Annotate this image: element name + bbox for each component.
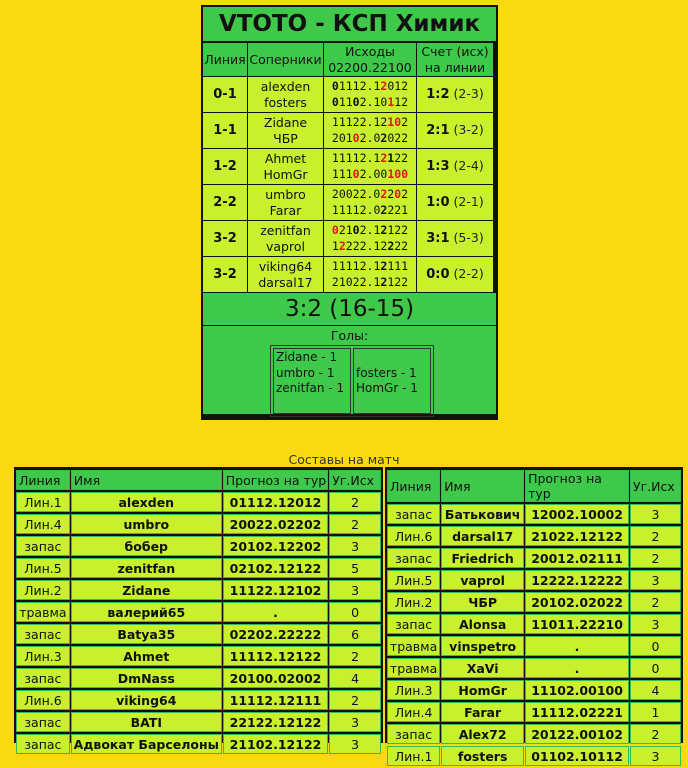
outcome-away [324, 131, 416, 147]
line-value: 1-2 [203, 149, 247, 184]
goal-entry: Zidane - 1 [276, 350, 338, 364]
line-value: 1-1 [203, 113, 247, 148]
roster-header-ug: Уг.Исх [329, 470, 381, 490]
line-row [203, 149, 493, 184]
outcome-away [324, 167, 416, 183]
player-home: Ahmet [264, 151, 307, 166]
header-score-label: Счет (исх) [421, 44, 489, 59]
roster-row [16, 668, 381, 688]
roster-name: DmNass [71, 668, 222, 688]
line-players [248, 221, 323, 256]
roster-ug: 3 [329, 734, 381, 754]
outcome-segment: 2.1 [359, 223, 381, 237]
line-outcomes [324, 221, 416, 256]
line-row [203, 113, 493, 148]
roster-line: запас [387, 614, 440, 634]
outcome-segment: 012 [387, 79, 409, 93]
outcome-segment: 122 [387, 274, 409, 289]
roster-row [387, 614, 681, 634]
roster-row [16, 646, 381, 666]
line-row [203, 185, 493, 220]
roster-line: Лин.6 [16, 690, 70, 710]
outcome-segment: 0 [331, 79, 339, 93]
roster-prediction: 22122.12122 [223, 712, 328, 732]
roster-header-ug: Уг.Исх [630, 470, 681, 502]
roster-row [16, 514, 381, 534]
outcome-segment: 2.00 [359, 166, 388, 181]
outcome-segment: 10 [387, 115, 402, 129]
player-home: viking64 [258, 259, 313, 274]
line-value: 0-1 [203, 77, 247, 112]
outcome-segment: 2 [380, 187, 388, 201]
outcome-segment: 12 [394, 94, 409, 109]
outcome-segment: 2 [380, 274, 388, 289]
roster-prediction: . [525, 636, 629, 656]
outcome-segment: 100 [387, 166, 409, 181]
roster-prediction: 11122.12102 [223, 580, 328, 600]
outcome-away [324, 95, 416, 111]
line-value: 3-2 [203, 257, 247, 292]
line-score [417, 77, 493, 112]
line-score [417, 149, 493, 184]
line-score [417, 257, 493, 292]
roster-name: валерий65 [71, 602, 222, 622]
outcome-segment: 0 [331, 94, 339, 109]
line-score-value: 1:2 [426, 87, 450, 103]
roster-line: Лин.1 [387, 746, 440, 766]
player-away: HomGr [263, 166, 308, 182]
roster-prediction: 11011.22210 [525, 614, 629, 634]
roster-ug: 2 [630, 548, 681, 568]
roster-ug: 2 [329, 646, 381, 666]
line-players [248, 113, 323, 148]
roster-name: Ahmet [71, 646, 222, 666]
line-score-sub: (5-3) [453, 230, 484, 246]
roster-ug: 2 [329, 690, 381, 710]
header-score-sub: на линии [424, 59, 486, 75]
roster-name: vinspetro [441, 636, 524, 656]
player-home: zenitfan [260, 223, 311, 238]
roster-name: viking64 [71, 690, 222, 710]
roster-prediction: . [223, 602, 328, 622]
roster-header-pred: Прогноз на тур [223, 470, 328, 490]
roster-prediction: 01102.10112 [525, 746, 629, 766]
goal-boxes [270, 345, 434, 417]
outcome-segment: 0 [352, 166, 360, 181]
roster-row [387, 526, 681, 546]
roster-prediction: 02102.12122 [223, 558, 328, 578]
roster-header [16, 470, 381, 490]
outcome-segment: 1 [387, 151, 395, 165]
roster-name: alexden [71, 492, 222, 512]
outcome-home [324, 223, 416, 239]
outcome-segment: 0 [352, 223, 360, 237]
roster-header-line: Линия [387, 470, 440, 502]
line-row [203, 221, 493, 256]
roster-ug: 3 [329, 580, 381, 600]
outcome-segment: 1 [387, 94, 395, 109]
roster-name: darsal17 [441, 526, 524, 546]
roster-row [387, 658, 681, 678]
line-row [203, 257, 493, 292]
match-title: VTOTO - КСП Химик [203, 7, 496, 41]
roster-row [16, 624, 381, 644]
player-away: darsal17 [258, 274, 313, 290]
roster-line: Лин.5 [16, 558, 70, 578]
roster-ug: 4 [329, 668, 381, 688]
goal-entry: HomGr - 1 [356, 381, 418, 395]
roster-header-pred: Прогноз на тур [525, 470, 629, 502]
roster-row [16, 558, 381, 578]
goals-label: Голы: [330, 328, 369, 343]
roster-line: запас [387, 548, 440, 568]
goal-entry: zenitfan - 1 [276, 381, 345, 395]
roster-line: Лин.4 [387, 702, 440, 722]
player-away: Farar [269, 202, 302, 218]
lines-header [203, 43, 493, 76]
roster-ug: 1 [630, 702, 681, 722]
roster-prediction: 20102.12202 [223, 536, 328, 556]
roster-prediction: 12222.12222 [525, 570, 629, 590]
outcome-segment: 2 [380, 151, 388, 165]
line-row [203, 77, 493, 112]
roster-name: Alonsa [441, 614, 524, 634]
roster-row [387, 724, 681, 744]
roster-ug: 2 [630, 724, 681, 744]
line-outcomes [324, 113, 416, 148]
roster-name: Батькович [441, 504, 524, 524]
goal-entry: fosters - 1 [356, 365, 417, 380]
roster-name: Alex72 [441, 724, 524, 744]
roster-header-line: Линия [16, 470, 70, 490]
line-players [248, 77, 323, 112]
header-line: Линия [203, 43, 247, 76]
roster-row [387, 702, 681, 722]
outcome-segment: 2 [387, 187, 395, 201]
outcome-segment: 11112.1 [331, 259, 381, 273]
roster-prediction: 21102.12122 [223, 734, 328, 754]
outcome-away [324, 275, 416, 291]
roster-ug: 4 [630, 680, 681, 700]
roster-line: запас [387, 724, 440, 744]
outcome-home [324, 151, 416, 167]
roster-line: Лин.2 [16, 580, 70, 600]
outcome-segment: 0 [352, 130, 360, 145]
outcome-segment: 21022.1 [331, 274, 381, 289]
roster-line: травма [387, 636, 440, 656]
roster-ug: 5 [329, 558, 381, 578]
roster-row [16, 602, 381, 622]
line-score-value: 1:3 [426, 159, 450, 175]
line-outcomes [324, 185, 416, 220]
roster-line: Лин.3 [387, 680, 440, 700]
outcome-home [324, 187, 416, 203]
header-score [417, 43, 493, 76]
outcome-home [324, 79, 416, 95]
roster-ug: 3 [630, 504, 681, 524]
roster-row [16, 536, 381, 556]
roster-name: бобер [71, 536, 222, 556]
away-roster-body [387, 470, 681, 766]
roster-line: запас [16, 668, 70, 688]
roster-row [387, 570, 681, 590]
line-score-value: 2:1 [426, 123, 450, 139]
outcome-segment: 221 [387, 202, 409, 217]
roster-prediction: 02202.22222 [223, 624, 328, 644]
outcome-segment: 122 [387, 223, 409, 237]
roster-ug: 3 [329, 536, 381, 556]
home-roster-table [15, 468, 382, 756]
roster-line: запас [16, 536, 70, 556]
roster-ug: 2 [329, 514, 381, 534]
outcome-segment: 22 [394, 151, 409, 165]
roster-prediction: 21022.12122 [525, 526, 629, 546]
roster-prediction: 11112.12122 [223, 646, 328, 666]
roster-prediction: 01112.12012 [223, 492, 328, 512]
line-score-sub: (2-1) [453, 194, 484, 210]
roster-prediction: 11112.02221 [525, 702, 629, 722]
roster-row [16, 690, 381, 710]
roster-line: Лин.6 [387, 526, 440, 546]
outcome-segment: 21 [338, 223, 353, 237]
match-card [201, 5, 498, 420]
roster-prediction: 11112.12111 [223, 690, 328, 710]
lines-body [203, 77, 493, 292]
away-lineup [385, 467, 683, 764]
line-value: 2-2 [203, 185, 247, 220]
roster-name: umbro [71, 514, 222, 534]
roster-name: XaVi [441, 658, 524, 678]
away-roster-table [386, 468, 682, 768]
outcome-segment: 1112.1 [338, 79, 381, 93]
line-score [417, 185, 493, 220]
roster-line: запас [16, 712, 70, 732]
line-outcomes [324, 77, 416, 112]
roster-ug: 6 [329, 624, 381, 644]
lineups-label: Составы на матч [288, 452, 400, 467]
line-outcomes [324, 257, 416, 292]
outcome-segment: 2 [380, 223, 388, 237]
roster-name: vaprol [441, 570, 524, 590]
outcome-segment: 11112.1 [331, 151, 381, 165]
outcome-segment: 2.10 [359, 94, 388, 109]
roster-row [16, 492, 381, 512]
outcome-segment: 0 [331, 223, 339, 237]
roster-row [387, 548, 681, 568]
roster-ug: 3 [329, 712, 381, 732]
roster-prediction: 20012.02111 [525, 548, 629, 568]
roster-prediction: . [525, 658, 629, 678]
roster-prediction: 20022.02202 [223, 514, 328, 534]
roster-row [16, 712, 381, 732]
final-score: 3:2 (16-15) [203, 293, 496, 325]
line-players [248, 149, 323, 184]
outcome-segment: 2.0 [359, 130, 381, 145]
line-score-sub: (3-2) [453, 122, 484, 138]
outcome-segment: 2 [401, 187, 409, 201]
roster-name: Farar [441, 702, 524, 722]
home-lineup [14, 467, 383, 752]
roster-line: Лин.2 [387, 592, 440, 612]
roster-row [387, 592, 681, 612]
outcome-segment: 2 [338, 238, 346, 253]
roster-line: Лин.3 [16, 646, 70, 666]
outcome-segment: 111 [331, 166, 353, 181]
roster-name: HomGr [441, 680, 524, 700]
header-outcomes-code: 02200.22100 [328, 59, 412, 75]
outcome-segment: 2 [380, 259, 388, 273]
player-away: vaprol [266, 238, 305, 254]
outcome-away [324, 239, 416, 255]
roster-name: ЧБР [441, 592, 524, 612]
outcome-segment: 0 [394, 187, 402, 201]
header-rivals: Соперники [248, 43, 323, 76]
line-value: 3-2 [203, 221, 247, 256]
line-score-sub: (2-2) [453, 266, 484, 282]
line-players [248, 257, 323, 292]
outcome-segment: 2 [380, 79, 388, 93]
outcome-segment: 201 [331, 130, 353, 145]
roster-ug: 3 [630, 570, 681, 590]
roster-header-name: Имя [71, 470, 222, 490]
outcome-home [324, 115, 416, 131]
roster-ug: 0 [329, 602, 381, 622]
roster-row [387, 636, 681, 656]
roster-line: Лин.1 [16, 492, 70, 512]
player-away: fosters [264, 94, 307, 110]
header-outcomes [324, 43, 416, 76]
roster-row [16, 734, 381, 754]
home-roster-body [16, 470, 381, 754]
roster-ug: 2 [630, 526, 681, 546]
roster-prediction: 20102.02022 [525, 592, 629, 612]
roster-row [387, 746, 681, 766]
line-score-value: 0:0 [426, 267, 450, 283]
outcome-segment: 20022.0 [331, 187, 381, 201]
player-home: alexden [260, 79, 311, 94]
roster-line: запас [387, 504, 440, 524]
line-score-value: 1:0 [426, 195, 450, 211]
roster-name: Адвокат Барселоны [71, 734, 222, 754]
line-players [248, 185, 323, 220]
roster-name: fosters [441, 746, 524, 766]
goals-section [203, 326, 496, 414]
line-score [417, 113, 493, 148]
goal-entry: umbro - 1 [276, 365, 335, 380]
roster-line: запас [16, 734, 70, 754]
roster-prediction: 20122.00102 [525, 724, 629, 744]
line-score [417, 221, 493, 256]
outcome-segment: 22 [394, 238, 409, 253]
outcome-segment: 111 [387, 259, 409, 273]
outcome-segment: 11 [338, 94, 353, 109]
player-away: ЧБР [273, 130, 298, 146]
roster-prediction: 20100.02002 [223, 668, 328, 688]
outcome-away [324, 203, 416, 219]
outcome-segment: 11112.0 [331, 202, 381, 217]
roster-row [387, 680, 681, 700]
player-home: Zidane [263, 115, 308, 130]
outcome-segment: 2 [401, 115, 409, 129]
roster-prediction: 12002.10002 [525, 504, 629, 524]
roster-header-name: Имя [441, 470, 524, 502]
roster-prediction: 11102.00100 [525, 680, 629, 700]
roster-ug: 2 [329, 492, 381, 512]
outcome-segment: 2 [387, 238, 395, 253]
outcome-home [324, 259, 416, 275]
roster-line: Лин.5 [387, 570, 440, 590]
roster-ug: 3 [630, 746, 681, 766]
roster-ug: 2 [630, 592, 681, 612]
roster-ug: 0 [630, 658, 681, 678]
roster-ug: 0 [630, 636, 681, 656]
roster-name: Batya35 [71, 624, 222, 644]
line-score-value: 3:1 [426, 231, 450, 247]
outcome-segment: 222.12 [345, 238, 388, 253]
line-score-sub: (2-3) [453, 86, 484, 102]
roster-row [387, 504, 681, 524]
line-outcomes [324, 149, 416, 184]
outcome-segment: 0 [352, 94, 360, 109]
goals-away [353, 348, 431, 414]
outcome-segment: 11122.12 [331, 115, 388, 129]
outcome-segment: 022 [387, 130, 409, 145]
roster-name: BATI [71, 712, 222, 732]
line-score-sub: (2-4) [453, 158, 484, 174]
roster-line: запас [16, 624, 70, 644]
outcome-segment: 1 [331, 238, 339, 253]
lines-table [202, 42, 494, 293]
header-outcomes-label: Исходы [345, 44, 395, 59]
roster-row [16, 580, 381, 600]
roster-name: zenitfan [71, 558, 222, 578]
goals-home [273, 348, 351, 414]
roster-ug: 3 [630, 614, 681, 634]
outcome-segment: 2 [380, 130, 388, 145]
roster-line: травма [387, 658, 440, 678]
roster-name: Zidane [71, 580, 222, 600]
roster-name: Friedrich [441, 548, 524, 568]
roster-line: травма [16, 602, 70, 622]
roster-header [387, 470, 681, 502]
player-home: umbro [265, 187, 306, 202]
roster-line: Лин.4 [16, 514, 70, 534]
outcome-segment: 2 [380, 202, 388, 217]
